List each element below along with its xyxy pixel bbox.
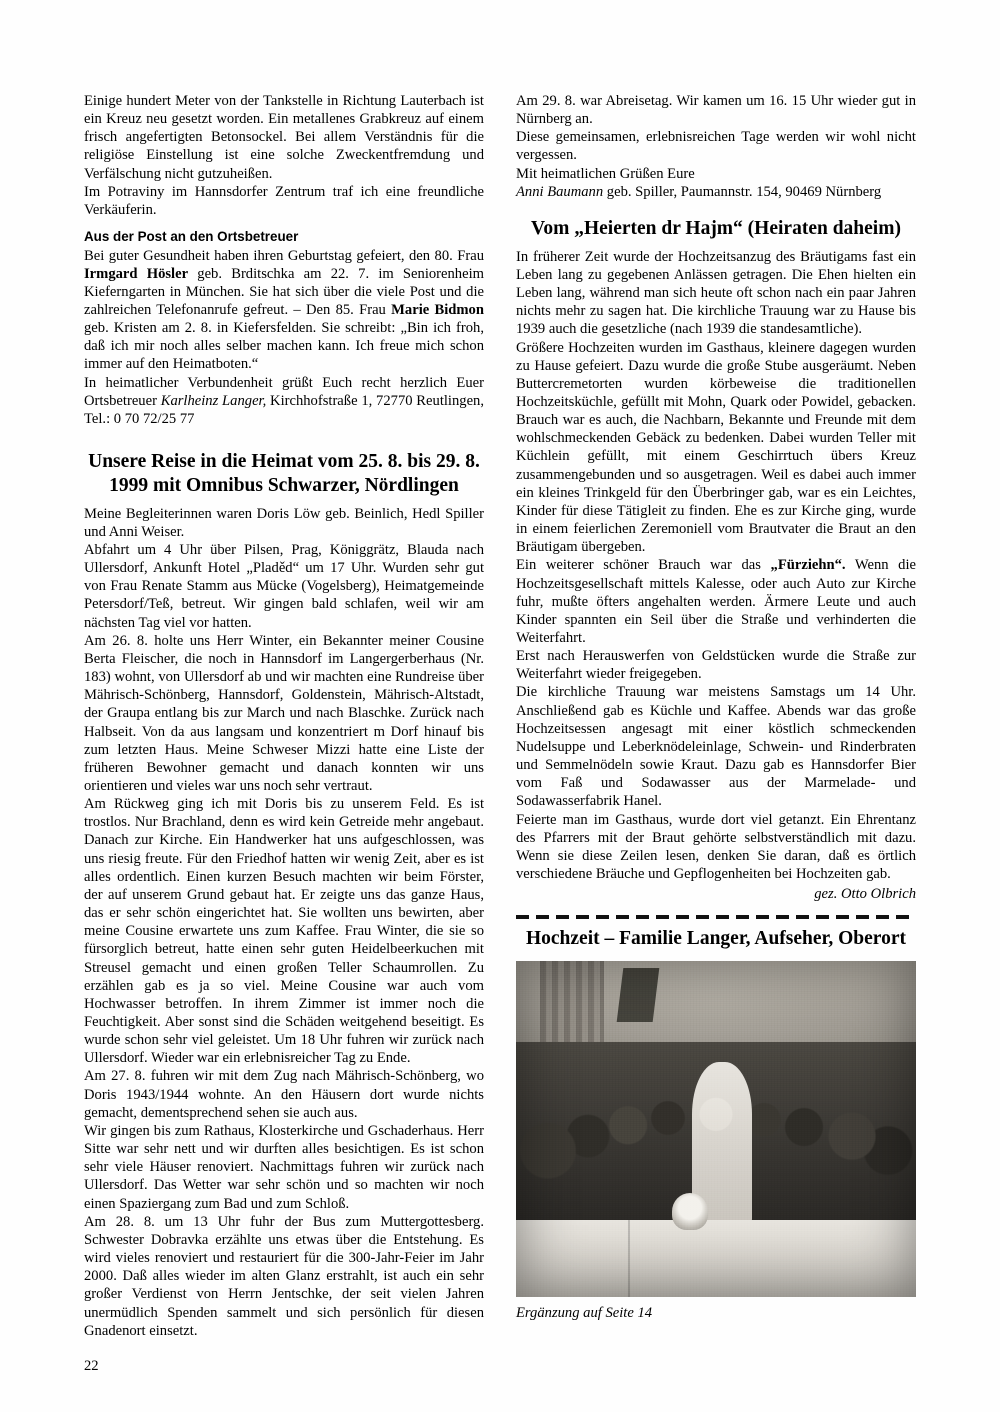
article-heading-heierten: Vom „Heierten dr Hajm“ (Heiraten daheim) bbox=[531, 217, 901, 239]
text-run: Kirchhofstraße 1, 72770 Reutlingen, Tel.: 0 70 72/25 77 bbox=[84, 392, 484, 427]
person-name-baumann: Anni Baumann bbox=[516, 183, 604, 200]
paragraph: Am 26. 8. holte uns Herr Winter, ein Bekannter meiner Cousine Berta Fleischer, die noch in Hannsdorf im Langergerberhaus (Nr. 183) wohnt, von Ullersdorf ab und wir machten eine Rundreise über Mährisch-Schönberg, Hannsdorf, Goldenstein, Mährisch-Altstadt, der Graupa entlang bis zur March und nach Blaschke. Zurück nach Halbseit. Von da aus langsam und konzentriert m Dorf hinauf bis zum letzten Haus. Meine Schweser Mizzi hatte eine Liste der früheren Bewohner gemacht und danach konnten wir uns orientieren und vieles war uns noch sehr vertraut. bbox=[84, 632, 484, 794]
person-name-langer: Karlheinz Langer, bbox=[160, 392, 267, 409]
photo-heading: Hochzeit – Familie Langer, Aufseher, Oberort bbox=[525, 928, 907, 950]
paragraph: In früherer Zeit wurde der Hochzeitsanzug des Bräutigams fast ein Leben lang zu gegebenen Anlässen getragen. Die Ehen hielten ein Leben lang, während man sich heute oft schon nach ein paar Jahren nichts mehr zu sagen hat. Die kirchliche Trauung war zu Hause bis 1939 auch die gesetzliche (nach 1939 die standesamtliche). bbox=[516, 248, 916, 338]
article-heading-reise: Unsere Reise in die Heimat vom 25. 8. bis 29. 8. 1999 mit Omnibus Schwarzer, Nördlingen bbox=[88, 451, 480, 496]
paragraph: Größere Hochzeiten wurden im Gasthaus, kleinere dagegen wurden zu Hause gefeiert. Dazu wurde die große Stube ausgeräumt. Neben Buttercremetorten wurden körbeweise die traditionellen Hochzeitsküchle, gefüllt mit Mohn, Quark oder Powidel, gebacken. Brauch war es auch, die Nachbarn, Bekannte und Freunde mit dem wohlschmeckenden Gebäck zu bedenken. Dabei wurden Teller mit Küchlein gefüllt, mit einem Geschirrtuch übers Kreuz zusammengebunden und so ausgetragen. Weil es dabei auch immer ein kleines Trinkgeld für den Überbringer gab, war es ein Leichtes, Kinder für diese Tätigleit zu finden. Ehe es zur Kirche ging, wurde in einem feierlichen Zeremoniell vom Brautvater die Braut an den Bräutigam übergeben. bbox=[516, 339, 916, 556]
photo-vignette bbox=[516, 961, 916, 1297]
paragraph-signature-address bbox=[516, 183, 916, 201]
paragraph: Meine Begleiterinnen waren Doris Löw geb. Beinlich, Hedl Spiller und Anni Weiser. bbox=[84, 505, 484, 540]
paragraph: Am Rückweg ging ich mit Doris bis zu unserem Feld. Es ist trostlos. Nur Brachland, denn es wird kein Getreide mehr angebaut. Danach zur Kirche. Ein Handwerker hat uns aufgeschlossen, was uns riesig freute. Für den Friedhof hatten wir wenig Zeit, aber es ist alles ordentlich. Einen kurzen Besuch machten wir beim Förster, der auf unserem Grund gebaut hat. Er zeigte uns das ganze Haus, das er sehr schön eingerichtet hat. Sie wollten uns bewirten, aber meine Cousine erwartete uns zum Kaffee. Frau Winter, die sie so fürsorglich betreut, hatte einen sehr guten Heidelbeerkuchen mit Streusel gemacht und einen großen Teller Schaumrollen. Zu erzählen gab es ja so viel. Meine Cousine war auch vom Hochwasser betroffen. In ihrem Zimmer ist immer noch die Feuchtigkeit. Aber sonst sind die Schäden weitgehend beseitigt. Es wurde schon sehr viel geleistet. Um 18 Uhr fuhren wir zurück nach Ullersdorf. Wieder war ein erlebnisreicher Tag zu Ende. bbox=[84, 796, 484, 1067]
right-column bbox=[516, 92, 916, 1322]
paragraph: Diese gemeinsamen, erlebnisreichen Tage werden wir wohl nicht vergessen. bbox=[516, 129, 916, 164]
section-subheading: Aus der Post an den Ortsbetreuer bbox=[84, 229, 299, 245]
wedding-photograph bbox=[516, 961, 916, 1297]
paragraph: Am 27. 8. fuhren wir mit dem Zug nach Mährisch-Schönberg, wo Doris 1943/1944 wohnte. An den Häusern dort wurde nichts gemacht, dementsprechend sehen sie auch aus. bbox=[84, 1068, 484, 1121]
photo-caption: Ergänzung auf Seite 14 bbox=[516, 1304, 653, 1321]
person-name-bidmon: Marie Bidmon bbox=[391, 301, 484, 318]
dashed-divider bbox=[516, 915, 916, 919]
paragraph: Erst nach Herauswerfen von Geldstücken wurde die Straße zur Weiterfahrt wieder freigegeben. bbox=[516, 648, 916, 683]
two-column-layout bbox=[84, 92, 916, 1337]
text-run: Ein weiterer schöner Brauch war das bbox=[516, 557, 771, 574]
paragraph-fuerziehn bbox=[516, 556, 916, 647]
paragraph: Wir gingen bis zum Rathaus, Klosterkirche und Gschaderhaus. Herr Sitte war sehr nett und wir durften alles besichtigen. Es ist schon sehr viele Häuser renoviert. Nachmittags fuhren wir zurück nach Ullersdorf. Das Wetter war sehr schön und so machten wir noch einen Spaziergang zum Bad und zum Schloß. bbox=[84, 1122, 484, 1212]
article-signature: gez. Otto Olbrich bbox=[814, 886, 916, 903]
text-run: Wenn die Hochzeitsgesellschaft mittels Kalesse, oder auch Auto zur Kirche fuhr, mußte öfters angehalten werden. Ärmere Leute und auch Kinder spannten ein Seil über die Straße und verhinderten die Weiterfahrt. bbox=[516, 557, 916, 646]
left-column bbox=[84, 92, 484, 1340]
text-run: In heimatlicher Verbundenheit grüßt Euch recht herzlich Euer Ortsbetreuer bbox=[84, 374, 484, 409]
paragraph: Einige hundert Meter von der Tankstelle in Richtung Lauterbach ist ein Kreuz neu gesetzt worden. Ein metallenes Grabkreuz auf einem frisch angefertigten Betonsockel. Bei allem Verständnis für die religiöse Einstellung ist eine solche Zweckentfremdung und Verfälschung nicht gutzuheißen. bbox=[84, 93, 484, 182]
person-name-hoesler: Irmgard Hösler bbox=[84, 265, 189, 282]
text-run: geb. Brditschka am 22. 7. im Seniorenheim Kieferngarten in München. Sie hat sich über die viele Post und die zahlreichen Telefonanrufe gefreut. – Den 85. Frau bbox=[84, 265, 484, 318]
paragraph: Im Potraviny im Hannsdorfer Zentrum traf ich eine freundliche Verkäuferin. bbox=[84, 183, 484, 218]
paragraph-greeting bbox=[84, 374, 484, 428]
custom-name-fuerziehn: „Fürziehn“. bbox=[770, 557, 846, 574]
paragraph: Am 29. 8. war Abreisetag. Wir kamen um 16. 15 Uhr wieder gut in Nürnberg an. bbox=[516, 93, 916, 128]
paragraph: Feierte man im Gasthaus, wurde dort viel getanzt. Ein Ehrentanz des Pfarrers mit der Braut gehörte selbstverständlich mit dazu. Wenn sie diese Zeilen lesen, denken Sie daran, daß es örtlich verschiedene Bräuche und Gepflogenheiten bei Hochzeiten gab. bbox=[516, 811, 916, 883]
paragraph: Abfahrt um 4 Uhr über Pilsen, Prag, Königgrätz, Blauda nach Ullersdorf, Ankunft Hotel „Pladěd“ um 17 Uhr. Wurden sehr gut von Frau Renate Stamm aus Mücke (Vogelsberg), Heimatgemeinde Petersdorf/Teß, betreut. Wir gingen bald schlafen, weil wir am nächsten Tag viel vor hatten. bbox=[84, 541, 484, 631]
page-number: 22 bbox=[84, 1358, 99, 1374]
text-run: geb. Spiller, Paumannstr. 154, 90469 Nürnberg bbox=[603, 183, 882, 200]
paragraph: Mit heimatlichen Grüßen Eure bbox=[516, 165, 695, 182]
text-run: Bei guter Gesundheit haben ihren Geburtstag gefeiert, den 80. Frau bbox=[84, 247, 484, 264]
paragraph: Am 28. 8. um 13 Uhr fuhr der Bus zum Muttergottesberg. Schwester Dobravka erzählte uns etwas über die Entstehung. Es wird vieles renoviert und restauriert für die 300-Jahr-Feier im Jahr 2000. Daß alles wieder im alten Glanz erstrahlt, ist auch ein sehr großer Verdienst von Herrn Jentschke, der seit vielen Jahren unermüdlich Spenden sammelt und sich persönlich für diesen Gnadenort einsetzt. bbox=[84, 1213, 484, 1339]
text-run: geb. Kristen am 2. 8. in Kiefersfelden. Sie schreibt: „Bin ich froh, daß ich mir noch alles selber machen kann. Ich freue mich schon immer auf den Heimatboten.“ bbox=[84, 320, 484, 373]
paragraph-birthdays bbox=[84, 247, 484, 374]
paragraph: Die kirchliche Trauung war meistens Samstags um 14 Uhr. Anschließend gab es Küchle und Kaffee. Abends war das große Hochzeitsessen angesagt mit einer köstlich schmeckenden Nudelsuppe und Leberknödeleinlage, Schwein- und Rinderbraten und Semmelnödeln sowie Kraut. Dazu gab es Hannsdorfer Bier vom Faß und Sodawasser aus der Marmelade- und Sodawasserfabrik Hanel. bbox=[516, 684, 916, 810]
